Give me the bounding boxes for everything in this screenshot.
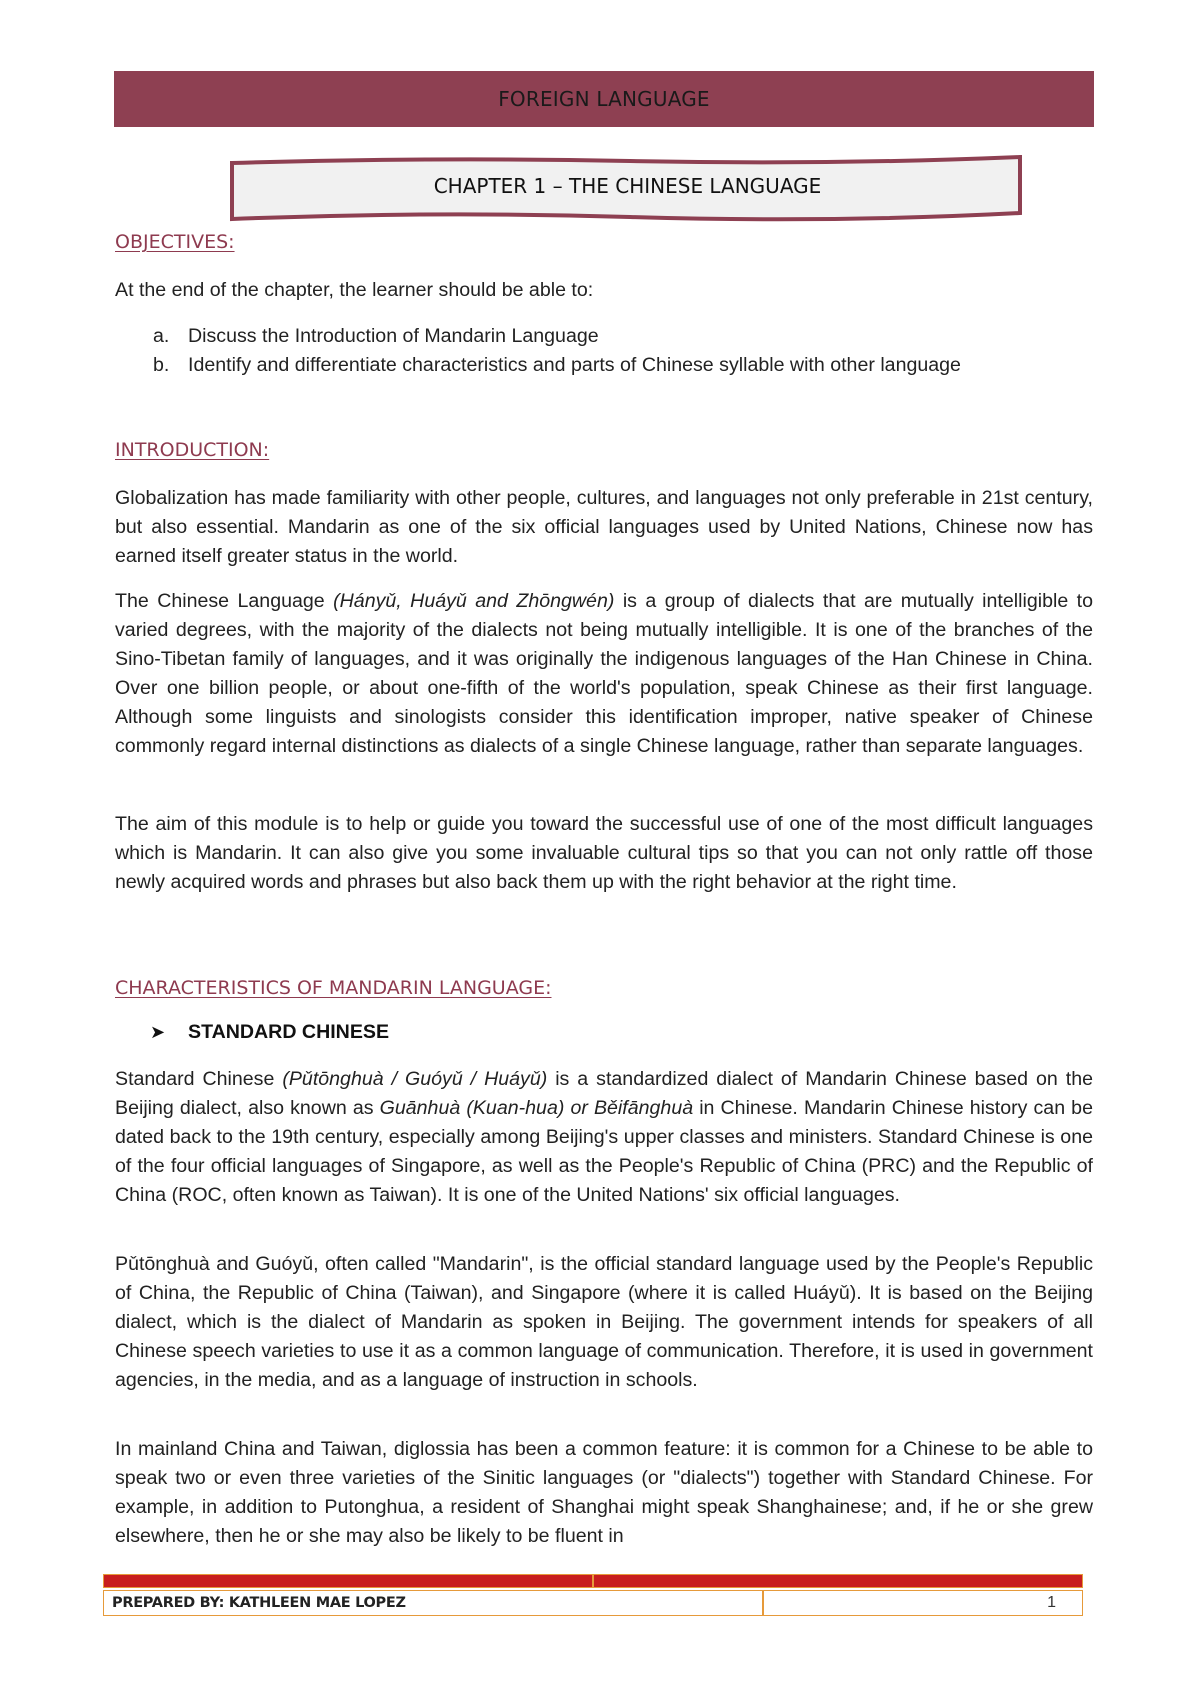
text-run: in Chinese. Mandarin Chinese history can be dated back to the 19th century, especially among Beijing's upper classes and ministers. Standard Chinese is one of the four official languages of Singapore, as well as the People's Republic of China (PRC) and the Republic of China (ROC, often known as Taiwan). It is one of the United Nations' six official languages. [115, 1097, 1093, 1206]
arrow-bullet-icon: ➤ [150, 1022, 166, 1042]
page-number: 1 [1047, 1594, 1056, 1611]
banner-title: FOREIGN LANGUAGE [498, 87, 710, 111]
italic-run: Guānhuà (Kuan-hua) or Běifānghuà [379, 1097, 694, 1119]
introduction-heading: INTRODUCTION: [115, 439, 270, 461]
introduction-paragraph-1: Globalization has made familiarity with other people, cultures, and languages not only preferable in 21st century, but also essential. Mandarin as one of the six official languages used by United Nations, Chinese now has earned itself greater status in the world. [115, 487, 1093, 567]
characteristics-paragraph-2: Pǔtōnghuà and Guóyǔ, often called "Mandarin", is the official standard language used by the People's Republic of China, the Republic of China (Taiwan), and Singapore (where it is called Huáyǔ). It is based on the Beijing dialect, which is the dialect of Mandarin as spoken in Beijing. The government intends for speakers of all Chinese speech varieties to use it as a common language of communication. Therefore, it is used in government agencies, in the media, and as a language of instruction in schools. [115, 1253, 1093, 1391]
text-run: The Chinese Language [115, 590, 334, 612]
footer-color-bar [103, 1574, 1083, 1588]
header-banner [114, 71, 1094, 127]
introduction-paragraph-3: The aim of this module is to help or guide you toward the successful use of one of the most difficult languages which is Mandarin. It can also give you some invaluable cultural tips so that you can not only rattle off those newly acquired words and phrases but also back them up with the right behavior at the right time. [115, 813, 1093, 893]
characteristics-heading: CHARACTERISTICS OF MANDARIN LANGUAGE: [115, 977, 552, 999]
chapter-title: CHAPTER 1 – THE CHINESE LANGUAGE [433, 174, 822, 198]
text-run: is a group of dialects that are mutually intelligible to varied degrees, with the majority of the dialects not being mutually intelligible. It is one of the branches of the Sino-Tibetan family of languages, and it was originally the indigenous languages of the Han Chinese in China. Over one billion people, or about one-fifth of the world's population, speak Chinese as their first language. Although some linguists and sinologists consider this identification improper, native speaker of Chinese commonly regard internal distinctions as dialects of a single Chinese language, rather than separate languages. [115, 590, 1093, 757]
list-marker: a. [153, 325, 170, 347]
objectives-intro: At the end of the chapter, the learner should be able to: [115, 279, 594, 301]
introduction-paragraph-2 [115, 587, 1093, 761]
list-item-text: Discuss the Introduction of Mandarin Language [188, 325, 599, 347]
prepared-by: PREPARED BY: KATHLEEN MAE LOPEZ [104, 1591, 764, 1615]
list-item-text: Identify and differentiate characteristics and parts of Chinese syllable with other language [188, 354, 961, 376]
text-run: is a standardized dialect of Mandarin Chinese based on the Beijing dialect, also known as [115, 1068, 1093, 1119]
list-item [115, 351, 961, 380]
page-footer [103, 1574, 1083, 1630]
list-item [115, 322, 961, 351]
chapter-title-box [230, 155, 1025, 225]
text-run: Standard Chinese [115, 1068, 283, 1090]
standard-chinese-subheading [150, 1021, 389, 1044]
characteristics-paragraph-1 [115, 1065, 1093, 1210]
list-marker: b. [153, 354, 170, 376]
footer-row [103, 1590, 1083, 1616]
subheading-text: STANDARD CHINESE [188, 1021, 390, 1043]
italic-run: (Hányǔ, Huáyǔ and Zhōngwén) [333, 590, 615, 612]
italic-run: (Pǔtōnghuà / Guóyǔ / Huáyǔ) [282, 1068, 548, 1090]
objectives-heading: OBJECTIVES: [115, 231, 235, 253]
objectives-list [115, 322, 961, 380]
characteristics-paragraph-3: In mainland China and Taiwan, diglossia has been a common feature: it is common for a Chinese to be able to speak two or even three varieties of the Sinitic languages (or "dialects") together with Standard Chinese. For example, in addition to Putonghua, a resident of Shanghai might speak Shanghainese; and, if he or she grew elsewhere, then he or she may also be likely to be fluent in [115, 1438, 1093, 1547]
